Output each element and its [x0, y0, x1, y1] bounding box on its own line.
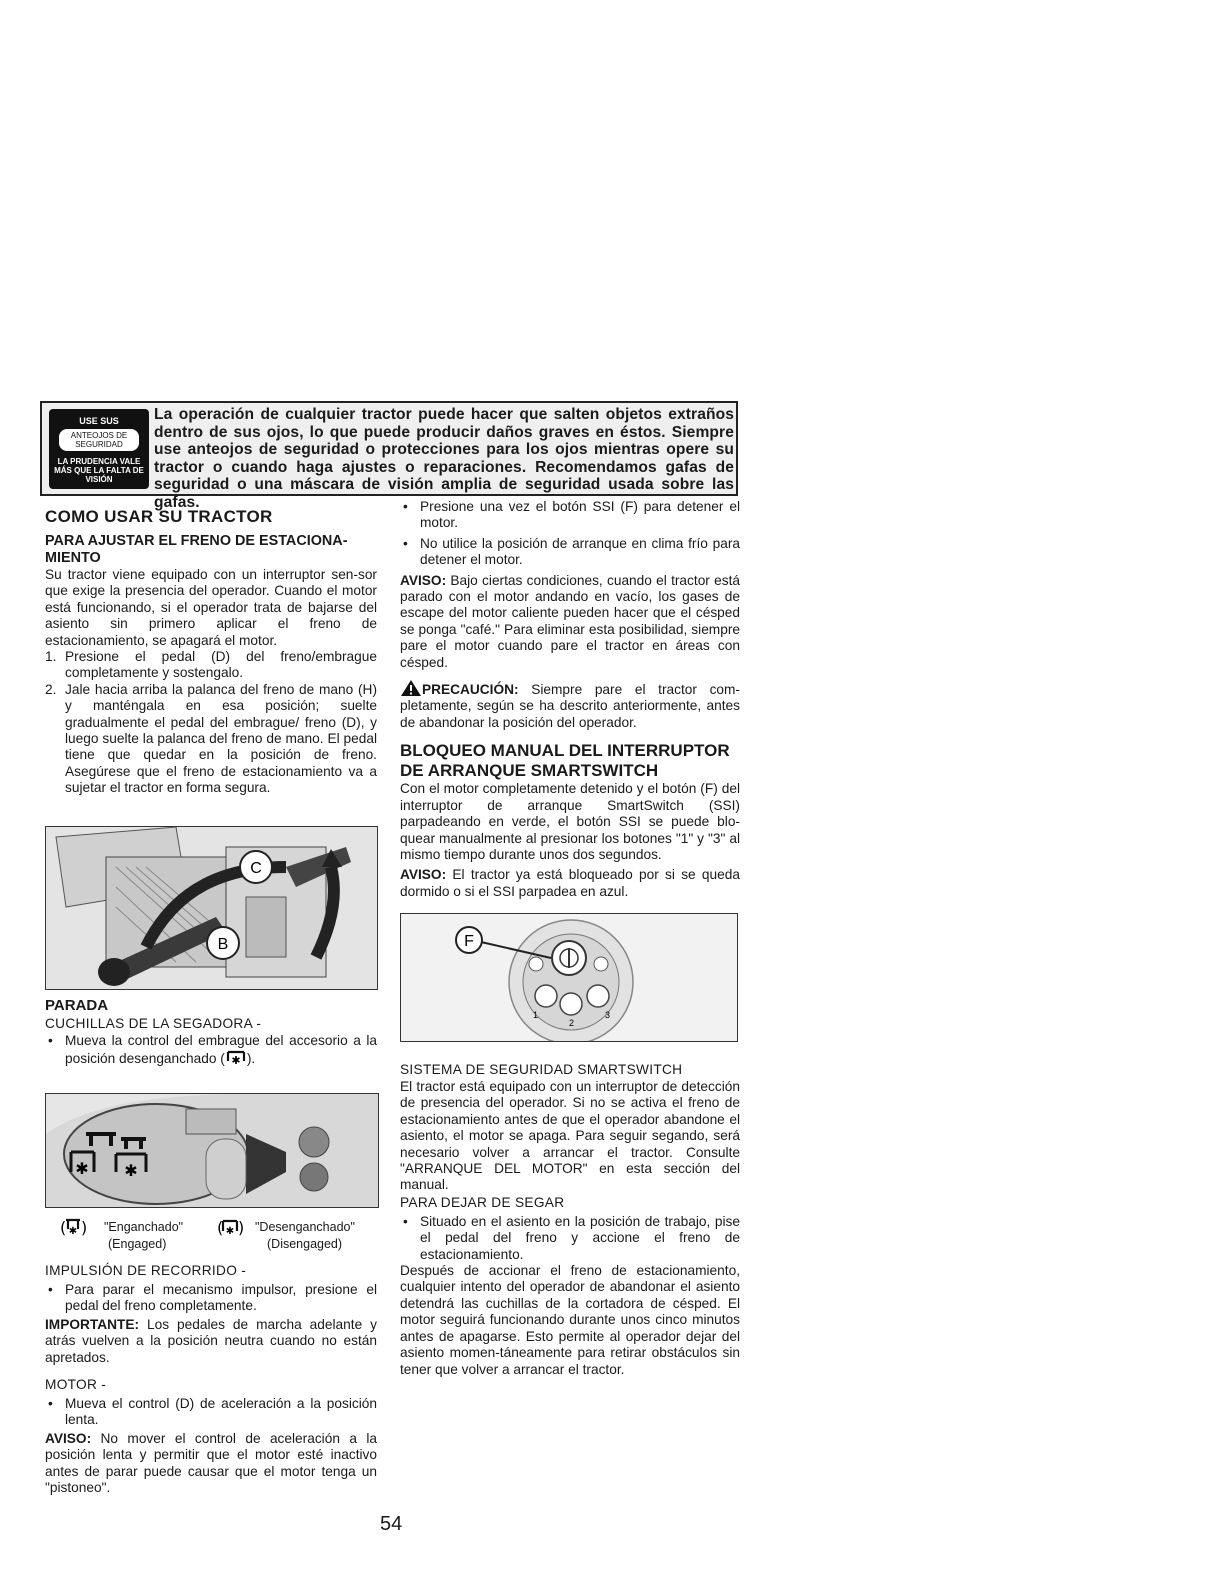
- leave-bullet-text: Situado en el asiento en la posición de trabajo, pise el pedal del freno y accione el freno de estacionamiento.: [420, 1213, 740, 1262]
- step-2-number: 2.: [45, 681, 57, 697]
- exhaust-aviso-label: AVISO:: [400, 572, 447, 588]
- left-column-bottom: [45, 1262, 377, 1496]
- caution-label: PRECAUCIÓN:: [422, 682, 519, 698]
- attachment-clutch-figure: [45, 1093, 379, 1208]
- step-1-number: 1.: [45, 649, 57, 665]
- lock-heading-2: DE ARRANQUE SMARTSWITCH: [400, 761, 659, 781]
- button-2-label: 2: [569, 1018, 575, 1028]
- badge-mid-text: ANTEOJOS DE SEGURIDAD: [59, 429, 139, 451]
- svg-text:✱: ✱: [231, 1054, 241, 1068]
- page-number: 54: [380, 1513, 403, 1535]
- disengaged-en-label: (Disengaged): [267, 1237, 343, 1251]
- leave-bullet: • Situado en el asiento en la posición de trabajo, pise el pedal del freno y accione el freno de estacionamiento.: [403, 1213, 740, 1262]
- important-text: Los pedales de marcha adelante y atrás vuelven a la posición neutra cuando no están apretados.: [45, 1316, 377, 1365]
- cold-weather-bullet: • No utilice la posición de arranque en clima frío para detener el motor.: [403, 535, 740, 568]
- svg-text:✱: ✱: [68, 1226, 78, 1237]
- svg-text:): ): [81, 1218, 88, 1237]
- lock-text: Con el motor completamente detenido y el botón (F) del interruptor de arranque SmartSwitch (SSI) parpadeando en verde, el botón SSI se puede blo-quear manualmente al presionar los botones "1" y "3" al mismo tiempo durante unos dos segundos.: [400, 781, 740, 862]
- label-b: B: [217, 936, 229, 953]
- engaged-label: "Enganchado": [104, 1220, 184, 1234]
- leave-heading: PARA DEJAR DE SEGAR: [400, 1194, 565, 1210]
- caution-note: [400, 679, 740, 731]
- safety-banner-text: La operación de cualquier tractor puede hacer que salten objetos extraños dentro de sus ojos, lo que puede producir daños graves en éstos. Siempre use anteojos de seguridad o protecciones para los ojos mientras opere su tractor o cuando haga ajustes o reparaciones. Recomendamos gafas de seguridad o una máscara de visión amplia de seguridad usada sobre las gafas.: [154, 406, 734, 511]
- svg-text:): ): [238, 1218, 245, 1237]
- svg-text:✱: ✱: [225, 1226, 235, 1237]
- stop-heading: PARADA: [45, 997, 109, 1014]
- attachment-clutch-illustration: [46, 1094, 379, 1208]
- drive-heading: IMPULSIÓN DE RECORRIDO -: [45, 1263, 247, 1278]
- step-1: [45, 649, 377, 682]
- brake-intro: Su tractor viene equipado con un interruptor sen-sor que exige la presencia del operador. Cuando el motor está funcionando, si el operador trata de bajarse del asiento sin primero aplicar el freno de estacionamiento, se apagará el motor.: [45, 567, 377, 648]
- right-column-top: [400, 499, 740, 900]
- step-1-text: Presione el pedal (D) del freno/embrague completamente y sostengalo.: [65, 649, 377, 681]
- stop-ssi-bullet: • Presione una vez el botón SSI (F) para detener el motor.: [403, 499, 740, 531]
- cold-weather-text: No utilice la posición de arranque en clima frío para detener el motor.: [420, 535, 740, 568]
- parking-brake-illustration: [46, 827, 378, 990]
- label-f: F: [464, 933, 474, 950]
- drive-bullet-text: Para parar el mecanismo impulsor, presione el pedal del freno completamente.: [65, 1282, 377, 1314]
- important-label: IMPORTANTE:: [45, 1316, 140, 1332]
- step-2: [45, 682, 377, 797]
- disengaged-label: "Desenganchado": [255, 1220, 355, 1234]
- svg-text:(: (: [217, 1218, 224, 1237]
- parking-brake-figure: [45, 826, 378, 990]
- smartswitch-illustration: [401, 914, 738, 1042]
- blades-bullet: • Mueva la control del embrague del accesorio a la posición desenganchado ( ✱ ).: [48, 1033, 377, 1068]
- left-column-stop: [45, 997, 377, 1068]
- motor-heading: MOTOR -: [45, 1377, 107, 1393]
- warning-triangle-icon: [400, 679, 422, 697]
- motor-aviso: [45, 1431, 377, 1497]
- button-3-label: 3: [605, 1010, 611, 1020]
- brake-heading: PARA AJUSTAR EL FRENO DE ESTACIONA-MIENTO: [45, 533, 348, 566]
- disengaged-symbol-icon: [225, 1049, 247, 1067]
- safety-heading: SISTEMA DE SEGURIDAD SMARTSWITCH: [400, 1062, 683, 1077]
- smartswitch-figure: [400, 913, 738, 1042]
- motor-bullet-text: Mueva el control (D) de aceleración a la posición lenta.: [65, 1396, 377, 1428]
- svg-text:(: (: [60, 1218, 67, 1237]
- right-column-bottom: [400, 1061, 740, 1378]
- svg-text:✱: ✱: [75, 1159, 89, 1178]
- label-c: C: [250, 860, 262, 877]
- leave-text: Después de accionar el freno de estacionamiento, cualquier intento del operador de abandonar el asiento detendrá las cuchillas de la cortadora de césped. El motor seguirá funcionando durante unos cinco minutos antes de apagarse. Esto permite al operador dejar del asiento momen-táneamente para retirar obstáculos sin tener que volver a arrancar el tractor.: [400, 1263, 740, 1377]
- disengaged-caption: [215, 1217, 385, 1251]
- motor-aviso-text: No mover el control de aceleración a la posición lenta y permitir que el motor esté inactivo antes de parar puede causar que el motor tenga un "pistoneo".: [45, 1430, 377, 1496]
- exhaust-aviso-text: Bajo ciertas condiciones, cuando el tractor está parado con el motor andando en vacío, los gases de escape del motor caliente pueden hacer que el césped se ponga "café." Para eliminar esta posibilidad, siempre pare el motor cuando pare el tractor en áreas con césped.: [400, 572, 740, 670]
- motor-aviso-label: AVISO:: [45, 1430, 92, 1446]
- engaged-symbol-icon: [58, 1217, 88, 1239]
- lock-aviso-label: AVISO:: [400, 867, 447, 883]
- blades-heading: CUCHILLAS DE LA SEGADORA -: [45, 1016, 262, 1031]
- blades-bullet-end: ).: [246, 1051, 256, 1067]
- caution-text: Siempre pare el tractor com-pletamente, según se ha descrito anteriormente, antes de abandonar la posición del operador.: [400, 682, 740, 730]
- left-column-top: [45, 507, 377, 797]
- lock-aviso: [400, 867, 740, 900]
- stop-ssi-text: Presione una vez el botón SSI (F) para detener el motor.: [420, 499, 740, 531]
- section-title: COMO USAR SU TRACTOR: [45, 507, 273, 526]
- drive-bullet: • Para parar el mecanismo impulsor, presione el pedal del freno completamente.: [48, 1282, 377, 1314]
- step-2-text: Jale hacia arriba la palanca del freno de mano (H) y manténgala en esa posición; suelte gradualmente el pedal del embrague/ freno (D), y luego suelte la palanca del freno de mano. El pedal tiene que quedar en la posición de freno. Asegúrese que el freno de estacionamiento va a sujetar el tractor en forma segura.: [65, 681, 377, 796]
- lock-heading-1: BLOQUEO MANUAL DEL INTERRUPTOR: [400, 741, 730, 761]
- blades-bullet-text: Mueva la control del embrague del accesorio a la posición desenganchado (: [65, 1033, 377, 1067]
- engaged-caption: [58, 1217, 208, 1251]
- lock-aviso-text: El tractor ya está bloqueado por si se queda dormido o si el SSI parpadea en azul.: [400, 867, 740, 899]
- exhaust-aviso: [400, 573, 740, 671]
- svg-text:✱: ✱: [124, 1161, 138, 1180]
- badge-top-text: USE SUS: [79, 416, 119, 426]
- motor-bullet: • Mueva el control (D) de aceleración a la posición lenta.: [48, 1396, 377, 1428]
- safety-glasses-badge: [49, 409, 149, 489]
- badge-bottom-text: LA PRUDENCIA VALE MÁS QUE LA FALTA DE VISIÓN: [54, 457, 144, 484]
- important-note: [45, 1317, 377, 1366]
- safety-text: El tractor está equipado con un interruptor de detección de presencia del operador. Si no se activa el freno de estacionamiento antes de que el operador abandone el asiento, el motor se apaga. Para seguir segando, será necesario volver a arrancar el tractor. Consulte "ARRANQUE DEL MOTOR" en esta sección del manual.: [400, 1079, 740, 1193]
- safety-banner: [40, 401, 738, 511]
- disengaged-caption-symbol-icon: [215, 1217, 245, 1239]
- button-1-label: 1: [533, 1010, 539, 1020]
- engaged-en-label: (Engaged): [108, 1237, 167, 1251]
